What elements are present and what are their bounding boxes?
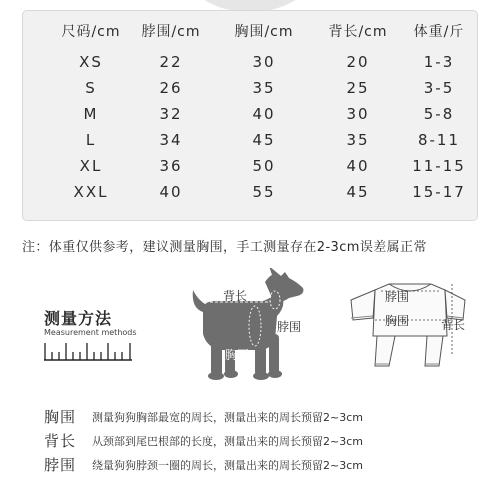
size-chart-table bbox=[22, 10, 478, 221]
definition-text: 从颈部到尾巴根部的长度，测量出来的周长预留2~3cm bbox=[92, 435, 363, 448]
table-cell-weight: 15-17 bbox=[412, 183, 466, 201]
definition-term: 胸围 bbox=[44, 408, 77, 426]
column-header-chest: 胸围/cm bbox=[234, 24, 294, 40]
table-cell-chest: 45 bbox=[252, 131, 276, 149]
table-cell-chest: 55 bbox=[252, 183, 276, 201]
column-header-back-length: 背长/cm bbox=[328, 24, 388, 40]
garment-back-length-label: 背长 bbox=[441, 318, 466, 332]
definition-term: 背长 bbox=[44, 432, 77, 450]
table-cell-neck: 22 bbox=[159, 53, 183, 71]
definition-term: 脖围 bbox=[44, 456, 77, 474]
column-header-weight: 体重/斤 bbox=[413, 24, 465, 40]
ruler-icon bbox=[44, 339, 134, 361]
table-cell-weight: 5-8 bbox=[423, 105, 455, 123]
table-cell-chest: 35 bbox=[252, 79, 276, 97]
table-cell-weight: 11-15 bbox=[412, 157, 466, 175]
table-cell-size: XXL bbox=[73, 183, 109, 201]
table-cell-neck: 34 bbox=[159, 131, 183, 149]
table-cell-size: XS bbox=[79, 53, 103, 71]
measurement-method-subtitle: Measurement methods bbox=[44, 328, 137, 337]
table-cell-weight: 1-3 bbox=[423, 53, 455, 71]
table-cell-neck: 40 bbox=[159, 183, 183, 201]
table-cell-chest: 50 bbox=[252, 157, 276, 175]
garment-chest-label: 胸围 bbox=[385, 314, 410, 328]
table-cell-back-length: 35 bbox=[346, 131, 370, 149]
table-cell-weight: 8-11 bbox=[417, 131, 461, 149]
dog-back-length-label: 背长 bbox=[223, 289, 248, 303]
garment-neck-label: 脖围 bbox=[385, 290, 410, 304]
table-cell-size: XL bbox=[79, 157, 103, 175]
column-header-size: 尺码/cm bbox=[61, 24, 121, 40]
table-cell-back-length: 40 bbox=[346, 157, 370, 175]
table-cell-size: M bbox=[83, 105, 99, 123]
table-cell-neck: 26 bbox=[159, 79, 183, 97]
table-cell-back-length: 25 bbox=[346, 79, 370, 97]
table-cell-back-length: 45 bbox=[346, 183, 370, 201]
table-cell-neck: 32 bbox=[159, 105, 183, 123]
table-cell-chest: 40 bbox=[252, 105, 276, 123]
table-cell-size: S bbox=[85, 79, 97, 97]
table-cell-chest: 30 bbox=[252, 53, 276, 71]
table-cell-back-length: 30 bbox=[346, 105, 370, 123]
measurement-note: 注：体重仅供参考，建议测量胸围，手工测量存在2-3cm误差属正常 bbox=[22, 240, 427, 255]
table-cell-back-length: 20 bbox=[346, 53, 370, 71]
column-header-neck: 脖围/cm bbox=[141, 24, 201, 40]
definition-text: 测量狗狗胸部最宽的周长，测量出来的周长预留2~3cm bbox=[92, 411, 363, 424]
garment-measurement-figure bbox=[345, 280, 470, 378]
definition-text: 绕量狗狗脖颈一圈的周长，测量出来的周长预留2~3cm bbox=[92, 459, 363, 472]
dog-neck-label: 脖围 bbox=[277, 320, 302, 334]
table-cell-size: L bbox=[85, 131, 97, 149]
table-cell-neck: 36 bbox=[159, 157, 183, 175]
dog-measurement-figure bbox=[185, 268, 310, 383]
measurement-method-title: 测量方法 bbox=[44, 309, 113, 328]
table-cell-weight: 3-5 bbox=[423, 79, 455, 97]
dog-chest-label: 胸围 bbox=[225, 348, 250, 362]
